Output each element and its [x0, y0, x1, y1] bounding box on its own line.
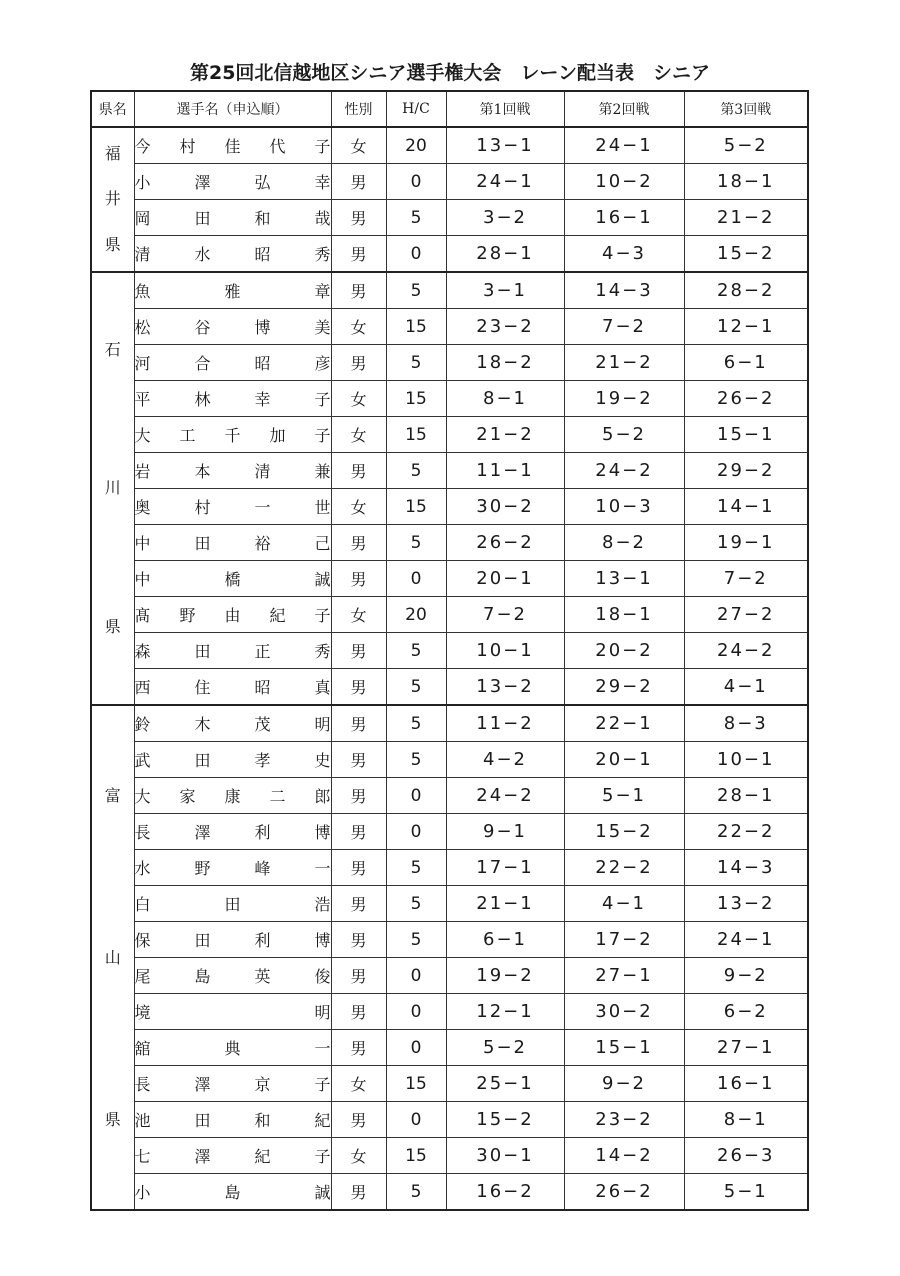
player-handicap: 0	[386, 1030, 446, 1066]
player-name-text: 清 水 昭 秀	[134, 245, 331, 264]
player-name-text: 奥 村 一 世	[134, 498, 331, 517]
player-name-text: 大 家 康 二 郎	[134, 787, 331, 806]
player-name	[134, 200, 331, 236]
prefecture-char: 県	[104, 234, 121, 254]
lane-game-3: 4−1	[684, 669, 808, 706]
lane-game-2: 14−3	[564, 272, 684, 309]
lane-game-1: 11−1	[446, 453, 564, 489]
table-row	[91, 561, 808, 597]
player-sex: 男	[331, 1174, 386, 1211]
player-handicap: 15	[386, 1066, 446, 1102]
player-handicap: 0	[386, 236, 446, 273]
lane-game-2: 20−1	[564, 742, 684, 778]
player-name-text: 長 澤 京 子	[134, 1075, 331, 1094]
player-sex: 男	[331, 922, 386, 958]
lane-game-3: 10−1	[684, 742, 808, 778]
header-prefecture: 県名	[91, 91, 134, 127]
player-handicap: 15	[386, 1138, 446, 1174]
table-row	[91, 417, 808, 453]
player-handicap: 5	[386, 705, 446, 742]
lane-game-3: 5−1	[684, 1174, 808, 1211]
player-name-text: 舘 典 一	[134, 1039, 331, 1058]
lane-game-1: 30−2	[446, 489, 564, 525]
lane-game-2: 5−1	[564, 778, 684, 814]
lane-game-1: 12−1	[446, 994, 564, 1030]
player-sex: 男	[331, 705, 386, 742]
lane-game-3: 14−1	[684, 489, 808, 525]
lane-game-3: 19−1	[684, 525, 808, 561]
player-sex: 女	[331, 381, 386, 417]
lane-game-2: 9−2	[564, 1066, 684, 1102]
player-name	[134, 1174, 331, 1211]
lane-game-3: 21−2	[684, 200, 808, 236]
header-sex: 性別	[331, 91, 386, 127]
lane-game-3: 15−1	[684, 417, 808, 453]
player-sex: 男	[331, 850, 386, 886]
table-row	[91, 850, 808, 886]
player-name	[134, 669, 331, 706]
player-name	[134, 994, 331, 1030]
player-handicap: 0	[386, 1102, 446, 1138]
lane-game-1: 21−2	[446, 417, 564, 453]
player-sex: 男	[331, 1102, 386, 1138]
lane-game-3: 12−1	[684, 309, 808, 345]
table-row	[91, 1138, 808, 1174]
player-name	[134, 236, 331, 273]
player-name	[134, 525, 331, 561]
lane-game-2: 24−1	[564, 127, 684, 164]
player-name-text: 西 住 昭 真	[134, 678, 331, 697]
table-row	[91, 164, 808, 200]
page-title: 第25回北信越地区シニア選手権大会 レーン配当表 シニア	[189, 62, 711, 84]
player-handicap: 0	[386, 994, 446, 1030]
player-sex: 女	[331, 489, 386, 525]
player-handicap: 15	[386, 381, 446, 417]
player-handicap: 20	[386, 127, 446, 164]
player-sex: 男	[331, 453, 386, 489]
lane-game-1: 17−1	[446, 850, 564, 886]
lane-game-3: 18−1	[684, 164, 808, 200]
lane-game-3: 27−2	[684, 597, 808, 633]
table-row	[91, 236, 808, 273]
player-name	[134, 597, 331, 633]
lane-game-3: 22−2	[684, 814, 808, 850]
lane-game-1: 16−2	[446, 1174, 564, 1211]
player-sex: 男	[331, 345, 386, 381]
player-name-text: 小 澤 弘 幸	[134, 173, 331, 192]
lane-game-1: 13−1	[446, 127, 564, 164]
lane-game-3: 16−1	[684, 1066, 808, 1102]
player-name-text: 岡 田 和 哉	[134, 209, 331, 228]
player-handicap: 5	[386, 886, 446, 922]
player-name-text: 鈴 木 茂 明	[134, 715, 331, 734]
prefecture-char: 県	[104, 617, 121, 637]
lane-game-1: 25−1	[446, 1066, 564, 1102]
player-handicap: 5	[386, 669, 446, 706]
table-row	[91, 922, 808, 958]
table-row	[91, 1174, 808, 1211]
header-row	[91, 91, 808, 127]
lane-game-1: 10−1	[446, 633, 564, 669]
prefecture-char: 井	[104, 189, 121, 209]
table-row	[91, 1030, 808, 1066]
table-row	[91, 345, 808, 381]
lane-game-2: 22−2	[564, 850, 684, 886]
lane-game-1: 15−2	[446, 1102, 564, 1138]
header-game-2: 第2回戦	[564, 91, 684, 127]
table-row	[91, 705, 808, 742]
prefecture-cell	[91, 127, 134, 272]
player-sex: 男	[331, 669, 386, 706]
table-row	[91, 1102, 808, 1138]
table-row	[91, 453, 808, 489]
player-name	[134, 922, 331, 958]
table-row	[91, 886, 808, 922]
lane-game-2: 21−2	[564, 345, 684, 381]
table-row	[91, 1066, 808, 1102]
player-sex: 男	[331, 886, 386, 922]
lane-game-3: 26−2	[684, 381, 808, 417]
player-handicap: 0	[386, 778, 446, 814]
player-name-text: 長 澤 利 博	[134, 823, 331, 842]
lane-game-3: 7−2	[684, 561, 808, 597]
lane-game-3: 9−2	[684, 958, 808, 994]
lane-game-1: 21−1	[446, 886, 564, 922]
prefecture-cell	[91, 705, 134, 1210]
lane-game-1: 11−2	[446, 705, 564, 742]
player-sex: 男	[331, 778, 386, 814]
prefecture-char: 福	[104, 144, 121, 164]
lane-game-3: 13−2	[684, 886, 808, 922]
lane-game-2: 13−1	[564, 561, 684, 597]
player-name-text: 平 林 幸 子	[134, 390, 331, 409]
prefecture-cell	[91, 272, 134, 705]
lane-game-2: 20−2	[564, 633, 684, 669]
prefecture-char: 石	[104, 339, 121, 359]
player-name	[134, 778, 331, 814]
player-name	[134, 633, 331, 669]
lane-game-3: 28−2	[684, 272, 808, 309]
player-name-text: 松 谷 博 美	[134, 318, 331, 337]
player-handicap: 5	[386, 453, 446, 489]
player-handicap: 0	[386, 561, 446, 597]
player-name	[134, 814, 331, 850]
player-handicap: 5	[386, 633, 446, 669]
player-handicap: 5	[386, 850, 446, 886]
player-name	[134, 453, 331, 489]
player-name	[134, 309, 331, 345]
table-row	[91, 742, 808, 778]
player-sex: 男	[331, 561, 386, 597]
player-name	[134, 1066, 331, 1102]
lane-game-2: 29−2	[564, 669, 684, 706]
player-name	[134, 345, 331, 381]
player-name-text: 今 村 佳 代 子	[134, 137, 331, 156]
prefecture-char: 県	[104, 1109, 121, 1129]
player-name	[134, 381, 331, 417]
table-row	[91, 778, 808, 814]
lane-game-2: 10−2	[564, 164, 684, 200]
player-sex: 女	[331, 597, 386, 633]
player-sex: 女	[331, 309, 386, 345]
player-handicap: 15	[386, 309, 446, 345]
lane-game-2: 7−2	[564, 309, 684, 345]
player-name-text: 中 田 裕 己	[134, 534, 331, 553]
player-handicap: 5	[386, 1174, 446, 1211]
player-name-text: 森 田 正 秀	[134, 642, 331, 661]
player-name	[134, 958, 331, 994]
header-handicap: H/C	[386, 91, 446, 127]
player-name-text: 武 田 孝 史	[134, 751, 331, 770]
lane-game-1: 5−2	[446, 1030, 564, 1066]
player-name-text: 池 田 和 紀	[134, 1111, 331, 1130]
player-handicap: 15	[386, 417, 446, 453]
lane-game-3: 15−2	[684, 236, 808, 273]
player-sex: 女	[331, 417, 386, 453]
player-name-text: 河 合 昭 彦	[134, 354, 331, 373]
player-name	[134, 272, 331, 309]
player-name	[134, 417, 331, 453]
player-sex: 女	[331, 1066, 386, 1102]
player-sex: 男	[331, 742, 386, 778]
player-name	[134, 127, 331, 164]
lane-game-3: 8−1	[684, 1102, 808, 1138]
player-name-text: 小 島 誠	[134, 1183, 331, 1202]
player-sex: 女	[331, 1138, 386, 1174]
lane-game-2: 30−2	[564, 994, 684, 1030]
player-handicap: 0	[386, 164, 446, 200]
table-row	[91, 958, 808, 994]
table-row	[91, 525, 808, 561]
lane-game-3: 24−1	[684, 922, 808, 958]
player-handicap: 5	[386, 742, 446, 778]
lane-assignment-table	[90, 90, 809, 1211]
lane-game-2: 15−2	[564, 814, 684, 850]
lane-game-2: 24−2	[564, 453, 684, 489]
table-row	[91, 200, 808, 236]
lane-game-1: 24−1	[446, 164, 564, 200]
lane-game-3: 14−3	[684, 850, 808, 886]
lane-game-3: 26−3	[684, 1138, 808, 1174]
table-row	[91, 127, 808, 164]
player-sex: 女	[331, 127, 386, 164]
player-handicap: 5	[386, 922, 446, 958]
player-name	[134, 1102, 331, 1138]
lane-game-2: 15−1	[564, 1030, 684, 1066]
player-name	[134, 886, 331, 922]
lane-game-1: 26−2	[446, 525, 564, 561]
player-handicap: 5	[386, 345, 446, 381]
player-name-text: 境 明	[134, 1003, 331, 1022]
player-name	[134, 164, 331, 200]
lane-game-1: 3−2	[446, 200, 564, 236]
header-game-1: 第1回戦	[446, 91, 564, 127]
player-name-text: 尾 島 英 俊	[134, 967, 331, 986]
player-handicap: 5	[386, 525, 446, 561]
lane-game-2: 26−2	[564, 1174, 684, 1211]
lane-game-3: 5−2	[684, 127, 808, 164]
lane-game-1: 7−2	[446, 597, 564, 633]
player-name	[134, 742, 331, 778]
player-name	[134, 850, 331, 886]
table-row	[91, 381, 808, 417]
table-row	[91, 633, 808, 669]
lane-game-1: 18−2	[446, 345, 564, 381]
header-game-3: 第3回戦	[684, 91, 808, 127]
lane-game-1: 9−1	[446, 814, 564, 850]
lane-game-2: 4−1	[564, 886, 684, 922]
lane-game-1: 28−1	[446, 236, 564, 273]
lane-game-3: 6−2	[684, 994, 808, 1030]
lane-game-1: 30−1	[446, 1138, 564, 1174]
table-row	[91, 669, 808, 706]
lane-game-2: 17−2	[564, 922, 684, 958]
lane-game-1: 23−2	[446, 309, 564, 345]
player-name-text: 中 橋 誠	[134, 570, 331, 589]
player-handicap: 15	[386, 489, 446, 525]
table-row	[91, 309, 808, 345]
lane-game-1: 20−1	[446, 561, 564, 597]
lane-game-2: 8−2	[564, 525, 684, 561]
player-handicap: 0	[386, 958, 446, 994]
player-sex: 男	[331, 272, 386, 309]
player-sex: 男	[331, 164, 386, 200]
player-name	[134, 1030, 331, 1066]
table-row	[91, 994, 808, 1030]
table-row	[91, 489, 808, 525]
lane-game-1: 19−2	[446, 958, 564, 994]
player-name-text: 保 田 利 博	[134, 931, 331, 950]
lane-game-2: 10−3	[564, 489, 684, 525]
player-sex: 男	[331, 814, 386, 850]
lane-game-1: 24−2	[446, 778, 564, 814]
player-sex: 男	[331, 994, 386, 1030]
lane-game-2: 22−1	[564, 705, 684, 742]
lane-game-2: 16−1	[564, 200, 684, 236]
player-name-text: 七 澤 紀 子	[134, 1147, 331, 1166]
player-sex: 男	[331, 200, 386, 236]
player-handicap: 5	[386, 272, 446, 309]
lane-game-1: 13−2	[446, 669, 564, 706]
player-name	[134, 1138, 331, 1174]
player-sex: 男	[331, 1030, 386, 1066]
lane-game-1: 6−1	[446, 922, 564, 958]
player-sex: 男	[331, 525, 386, 561]
lane-game-2: 14−2	[564, 1138, 684, 1174]
lane-game-1: 4−2	[446, 742, 564, 778]
table-row	[91, 597, 808, 633]
prefecture-char: 川	[104, 478, 121, 498]
player-name-text: 白 田 浩	[134, 895, 331, 914]
prefecture-char: 山	[104, 947, 121, 967]
lane-game-2: 5−2	[564, 417, 684, 453]
player-name	[134, 561, 331, 597]
lane-game-2: 27−1	[564, 958, 684, 994]
lane-game-2: 18−1	[564, 597, 684, 633]
lane-game-3: 8−3	[684, 705, 808, 742]
player-name	[134, 705, 331, 742]
player-handicap: 0	[386, 814, 446, 850]
player-name	[134, 489, 331, 525]
player-sex: 男	[331, 958, 386, 994]
player-name-text: 髙 野 由 紀 子	[134, 606, 331, 625]
prefecture-char: 富	[104, 785, 121, 805]
player-handicap: 20	[386, 597, 446, 633]
lane-game-3: 24−2	[684, 633, 808, 669]
lane-game-1: 3−1	[446, 272, 564, 309]
header-player-name: 選手名（申込順）	[134, 91, 331, 127]
player-sex: 男	[331, 633, 386, 669]
lane-game-1: 8−1	[446, 381, 564, 417]
table-row	[91, 814, 808, 850]
lane-game-3: 27−1	[684, 1030, 808, 1066]
lane-game-3: 29−2	[684, 453, 808, 489]
table-row	[91, 272, 808, 309]
player-name-text: 大 工 千 加 子	[134, 426, 331, 445]
lane-game-3: 28−1	[684, 778, 808, 814]
player-name-text: 岩 本 清 兼	[134, 462, 331, 481]
lane-game-2: 23−2	[564, 1102, 684, 1138]
lane-game-2: 4−3	[564, 236, 684, 273]
player-name-text: 魚 雅 章	[134, 282, 331, 301]
lane-game-2: 19−2	[564, 381, 684, 417]
player-sex: 男	[331, 236, 386, 273]
player-handicap: 5	[386, 200, 446, 236]
player-name-text: 水 野 峰 一	[134, 859, 331, 878]
lane-game-3: 6−1	[684, 345, 808, 381]
